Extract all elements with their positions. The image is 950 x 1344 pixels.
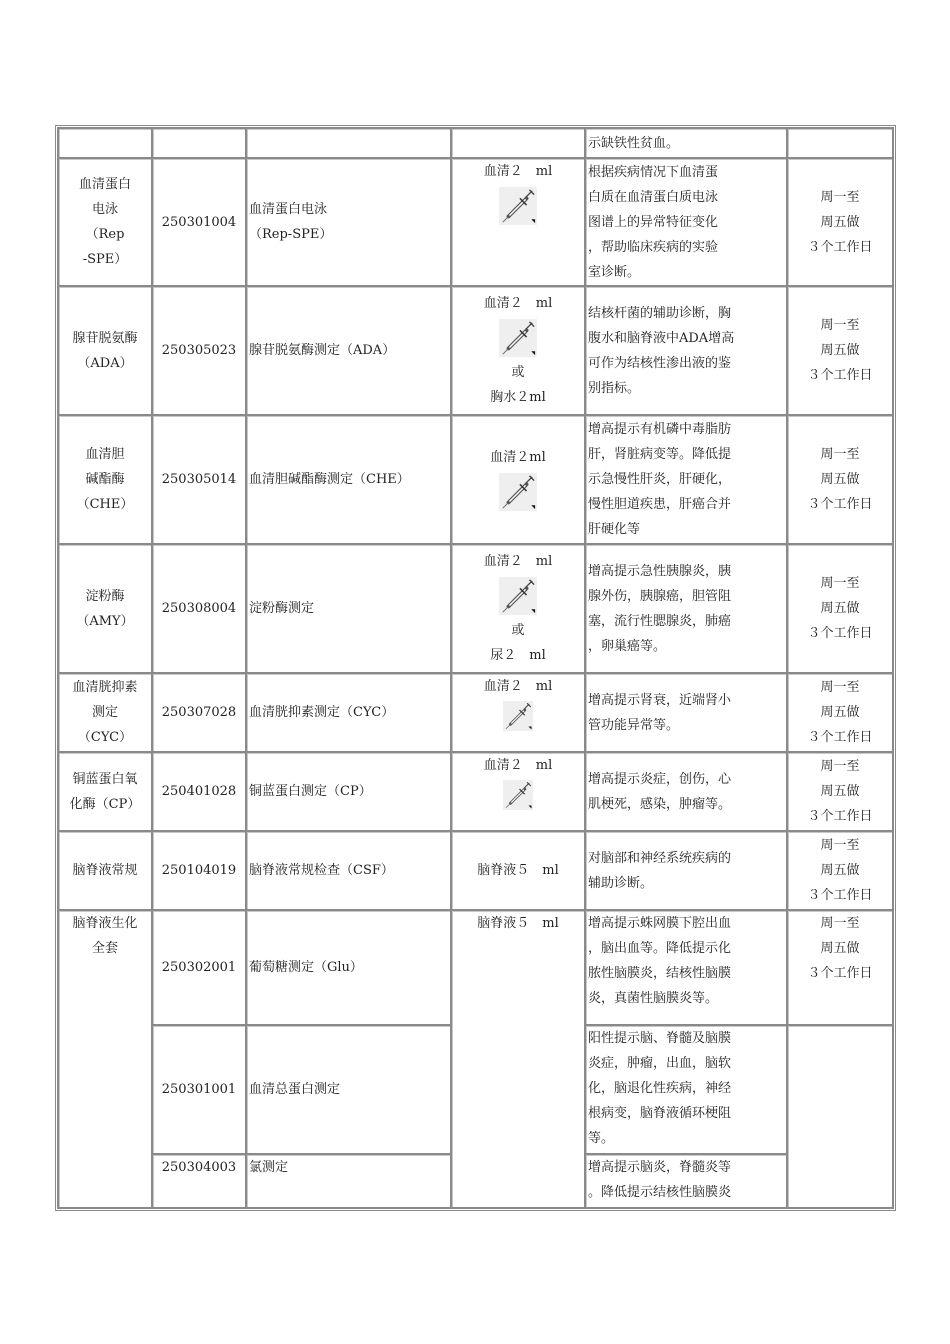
syringe-icon <box>503 780 533 810</box>
report-time-line: 周一至 <box>820 576 860 591</box>
report-time-line: ３个工作日 <box>807 730 873 745</box>
report-time-line: 周五做 <box>820 705 860 720</box>
project-line: 淀粉酶测定 <box>249 601 315 616</box>
specimen-cell <box>451 673 585 752</box>
clinical-line: 化，脑退化性疾病，神经 <box>588 1081 732 1096</box>
clinical-line: 腹水和脑脊液中ADA增高 <box>588 330 735 346</box>
specimen-line: 血清２ ml <box>483 164 553 179</box>
clinical-line: 示缺铁性贫血。 <box>588 135 680 151</box>
clinical-significance-cell <box>585 286 787 415</box>
specimen-line: 血清２ ml <box>483 758 553 773</box>
clinical-line: 根病变，脑脊液循环梗阻 <box>588 1106 732 1121</box>
report-time-line: 周五做 <box>820 941 860 956</box>
test-code-cell <box>152 673 246 752</box>
test-name-line: 化酶（CP） <box>69 796 141 812</box>
table-row <box>58 544 893 673</box>
report-time-line: ３个工作日 <box>807 966 873 981</box>
report-time-line: 周一至 <box>820 916 860 931</box>
project-cell <box>246 544 451 673</box>
test-name-cell <box>58 286 152 415</box>
project-cell <box>246 158 451 286</box>
project-line: 血清蛋白电泳 <box>249 202 328 217</box>
report-time-line: 周一至 <box>820 189 860 205</box>
test-code-cell <box>152 158 246 286</box>
clinical-significance-cell <box>585 158 787 286</box>
clinical-significance-cell <box>585 752 787 831</box>
project-cell <box>246 752 451 831</box>
test-name-line: 测定 <box>91 705 118 720</box>
table-row <box>58 910 893 1025</box>
syringe-icon <box>499 577 537 615</box>
clinical-significance-cell <box>585 831 787 910</box>
table-row <box>58 128 893 158</box>
test-name-line: 血清蛋白 <box>78 177 131 192</box>
project-cell <box>246 831 451 910</box>
clinical-line: 阳性提示脑、脊髓及脑膜 <box>588 1031 732 1046</box>
test-code: 250301001 <box>161 1082 237 1097</box>
test-code-cell <box>152 1025 246 1154</box>
report-time-line: ３个工作日 <box>807 368 873 383</box>
test-code-cell <box>152 286 246 415</box>
project-line: 葡萄糖测定（Glu） <box>249 960 363 975</box>
report-time-cell <box>787 831 893 910</box>
clinical-line: 增高提示有机磷中毒脂肪 <box>588 422 732 437</box>
specimen-line: 或 <box>511 365 525 380</box>
test-name-line: （Rep <box>85 227 125 242</box>
table-row <box>58 286 893 415</box>
report-time-line: 周五做 <box>820 601 860 616</box>
clinical-line: 管功能异常等。 <box>588 717 680 733</box>
table-row <box>58 673 893 752</box>
project-cell <box>246 1025 451 1154</box>
report-time-line: ３个工作日 <box>807 626 873 641</box>
report-time-line: 周一至 <box>820 680 860 695</box>
test-code-cell <box>152 910 246 1025</box>
test-name-cell <box>58 415 152 544</box>
test-name-line: 碱酯酶 <box>85 472 125 487</box>
clinical-line: 室诊断。 <box>588 264 641 280</box>
clinical-significance-cell <box>585 1154 787 1208</box>
specimen-cell <box>451 286 585 415</box>
project-line: 铜蓝蛋白测定（CP） <box>249 784 372 799</box>
syringe-icon <box>503 701 533 731</box>
table-body <box>58 128 893 1208</box>
test-name-cell <box>58 128 152 158</box>
report-time-cell <box>787 673 893 752</box>
clinical-line: 肝，肾脏病变等。降低提 <box>588 447 732 462</box>
test-name-line: 脑脊液生化 <box>72 916 138 931</box>
clinical-line: 炎，真菌性脑膜炎等。 <box>588 991 719 1006</box>
report-time-cell <box>787 415 893 544</box>
clinical-line: 可作为结核性渗出液的鉴 <box>588 355 732 371</box>
test-name-line: 脑脊液常规 <box>72 863 138 878</box>
clinical-line: 别指标。 <box>588 380 641 396</box>
specimen-line: 血清２ ml <box>483 296 553 311</box>
specimen-cell <box>451 415 585 544</box>
report-time-cell <box>787 286 893 415</box>
specimen-line: 胸水２ml <box>490 390 546 405</box>
project-cell <box>246 415 451 544</box>
specimen-line: 尿２ ml <box>490 648 546 663</box>
clinical-line: 等。 <box>588 1131 615 1146</box>
report-time-line: 周五做 <box>820 863 860 878</box>
test-code-cell <box>152 831 246 910</box>
specimen-line: 脑脊液５ ml <box>477 863 559 878</box>
test-name-line: 铜蓝蛋白氧 <box>72 771 138 787</box>
clinical-line: ，脑出血等。降低提示化 <box>588 941 732 956</box>
clinical-line: 炎症，肿瘤，出血，脑软 <box>588 1056 732 1071</box>
clinical-line: 图谱上的异常特征变化 <box>588 214 719 230</box>
specimen-cell <box>451 752 585 831</box>
report-time-cell <box>787 128 893 158</box>
report-time-line: 周一至 <box>820 318 860 333</box>
test-name-cell <box>58 831 152 910</box>
test-name-line: （ADA） <box>77 355 133 371</box>
table-row <box>58 752 893 831</box>
test-name-cell <box>58 158 152 286</box>
clinical-line: 辅助诊断。 <box>588 875 654 891</box>
table-row <box>58 158 893 286</box>
report-time-line: 周五做 <box>820 472 860 487</box>
test-name-cell <box>58 544 152 673</box>
clinical-line: 结核杆菌的辅助诊断，胸 <box>588 305 732 321</box>
clinical-line: 增高提示炎症，创伤，心 <box>588 771 732 787</box>
project-line: 血清胱抑素测定（CYC） <box>249 705 395 720</box>
clinical-line: 塞，流行性腮腺炎，肺癌 <box>588 613 732 629</box>
report-time-line: 周一至 <box>820 447 860 462</box>
project-line: （Rep-SPE） <box>249 227 333 242</box>
project-cell <box>246 286 451 415</box>
test-name-line: -SPE） <box>82 252 128 267</box>
clinical-significance-cell <box>585 673 787 752</box>
test-code-cell <box>152 415 246 544</box>
clinical-line: 对脑部和神经系统疾病的 <box>588 850 732 866</box>
test-name-line: 血清胆 <box>85 447 125 462</box>
clinical-line: 慢性胆道疾患，肝癌合并 <box>588 497 732 512</box>
test-name-line: （CHE） <box>76 497 134 512</box>
syringe-icon <box>499 473 537 511</box>
test-code: 250302001 <box>161 960 237 975</box>
report-time-line: ３个工作日 <box>807 497 873 512</box>
test-name-line: 腺苷脱氨酶 <box>72 330 138 346</box>
test-name-line: （CYC） <box>77 730 133 745</box>
project-cell <box>246 1154 451 1208</box>
clinical-line: 肌梗死，感染，肿瘤等。 <box>588 796 732 812</box>
project-line: 腺苷脱氨酶测定（ADA） <box>249 343 396 358</box>
report-time-cell <box>787 752 893 831</box>
report-time-line: ３个工作日 <box>807 239 873 255</box>
specimen-line: 血清２ ml <box>483 554 553 569</box>
report-time-line: ３个工作日 <box>807 809 873 824</box>
clinical-line: 增高提示急性胰腺炎，胰 <box>588 563 732 579</box>
test-code: 250301004 <box>161 214 237 230</box>
report-time-cell <box>787 544 893 673</box>
clinical-line: 腺外伤，胰腺癌，胆管阻 <box>588 588 732 604</box>
project-line: 氯测定 <box>249 1160 289 1175</box>
test-name-line: 全套 <box>91 941 118 956</box>
report-time-cell <box>787 910 893 1025</box>
syringe-icon <box>499 319 537 357</box>
project-cell <box>246 128 451 158</box>
clinical-line: 增高提示蛛网膜下腔出血 <box>588 916 732 931</box>
clinical-line: 脓性脑膜炎，结核性脑膜 <box>588 966 732 981</box>
project-line: 血清胆碱酯酶测定（CHE） <box>249 472 410 487</box>
specimen-cell <box>451 544 585 673</box>
test-code: 250104019 <box>161 863 237 878</box>
test-name-line: （AMY） <box>76 613 134 629</box>
specimen-line: 血清２ml <box>490 450 546 465</box>
report-time-line: ３个工作日 <box>807 888 873 903</box>
clinical-significance-cell <box>585 128 787 158</box>
report-time-line: 周一至 <box>820 759 860 774</box>
clinical-line: 根据疾病情况下血清蛋 <box>588 164 719 180</box>
specimen-line: 血清２ ml <box>483 679 553 694</box>
report-time-cell <box>787 158 893 286</box>
clinical-significance-cell <box>585 415 787 544</box>
test-code: 250401028 <box>161 784 237 799</box>
test-code: 250307028 <box>161 705 237 720</box>
test-name-line: 淀粉酶 <box>85 588 125 604</box>
report-time-cell <box>787 1025 893 1208</box>
test-name-line: 电泳 <box>91 202 118 217</box>
clinical-line: 白质在血清蛋白质电泳 <box>588 189 719 205</box>
clinical-line: 增高提示肾衰，近端肾小 <box>588 692 732 708</box>
test-name-cell <box>58 910 152 1208</box>
test-name-cell <box>58 673 152 752</box>
project-line: 血清总蛋白测定 <box>249 1082 341 1097</box>
clinical-line: 示急慢性肝炎，肝硬化， <box>588 472 732 487</box>
report-time-line: 周五做 <box>820 784 860 799</box>
test-code: 250308004 <box>161 601 237 616</box>
test-name-cell <box>58 752 152 831</box>
test-name-line: 血清胱抑素 <box>72 680 138 695</box>
clinical-line: 肝硬化等 <box>588 522 641 537</box>
clinical-significance-cell <box>585 910 787 1025</box>
test-code-cell <box>152 544 246 673</box>
test-code: 250305014 <box>161 472 237 487</box>
specimen-cell <box>451 128 585 158</box>
test-code-cell <box>152 752 246 831</box>
specimen-line: 脑脊液５ ml <box>477 916 559 931</box>
test-code: 250305023 <box>161 343 237 358</box>
report-time-line: 周五做 <box>820 343 860 358</box>
project-line: 脑脊液常规检查（CSF） <box>249 863 394 878</box>
clinical-line: 增高提示脑炎，脊髓炎等 <box>588 1160 732 1175</box>
test-code-cell <box>152 1154 246 1208</box>
clinical-line: ，帮助临床疾病的实验 <box>588 239 719 255</box>
clinical-significance-cell <box>585 544 787 673</box>
test-code: 250304003 <box>161 1160 237 1175</box>
specimen-line: 或 <box>511 623 525 638</box>
clinical-significance-cell <box>585 1025 787 1154</box>
clinical-line: 。降低提示结核性脑膜炎 <box>588 1185 732 1200</box>
table-row <box>58 831 893 910</box>
specimen-cell <box>451 831 585 910</box>
report-time-line: 周五做 <box>820 214 860 230</box>
specimen-cell <box>451 910 585 1208</box>
report-time-line: 周一至 <box>820 838 860 853</box>
syringe-icon <box>499 187 537 225</box>
test-code-cell <box>152 128 246 158</box>
clinical-line: ，卵巢癌等。 <box>588 638 667 654</box>
project-cell <box>246 673 451 752</box>
table-row <box>58 415 893 544</box>
project-cell <box>246 910 451 1025</box>
specimen-cell <box>451 158 585 286</box>
lab-test-table <box>55 125 896 1211</box>
